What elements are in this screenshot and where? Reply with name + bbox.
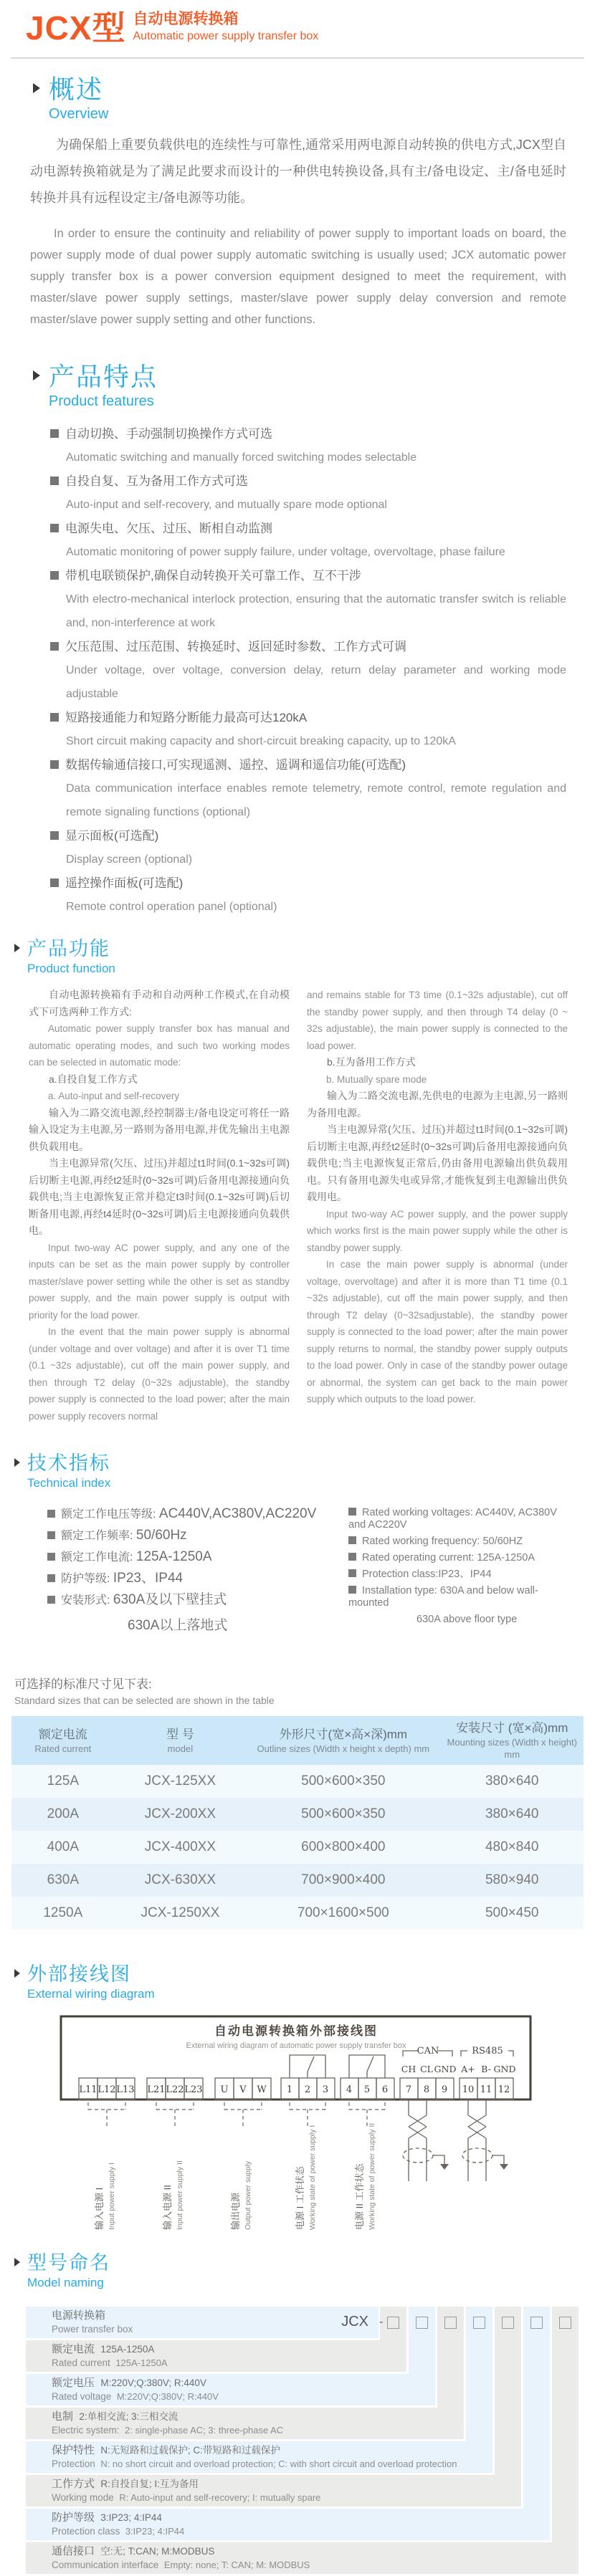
function-paragraph: Automatic power supply transfer box has manual and automatic operating modes, and such two working modes can be selected in automatic mode: xyxy=(29,1023,290,1068)
function-left-column xyxy=(29,987,290,1425)
diagram-title-en: External wiring diagram of automatic power supply transfer box xyxy=(186,2041,406,2050)
svg-text:L11: L11 xyxy=(79,2084,97,2095)
table-row: 1250A JCX-1250XX 700×1600×500 500×450 xyxy=(11,1897,584,1930)
table-row: 400A JCX-400XX 600×800×400 480×840 xyxy=(11,1831,584,1864)
svg-text:7: 7 xyxy=(405,2084,412,2095)
function-title-cn: 产品功能 xyxy=(27,938,110,959)
svg-text:输出电源: 输出电源 xyxy=(230,2192,241,2230)
wiring-diagram xyxy=(60,2015,533,2239)
function-paragraph: a. Auto-input and self-recovery xyxy=(48,1091,180,1101)
svg-text:12: 12 xyxy=(498,2084,510,2095)
technical-title-cn: 技术指标 xyxy=(27,1452,110,1474)
naming-row-rated-current: 额定电流 125A-1250A Rated current 125A-1250A xyxy=(26,2340,406,2372)
square-bullet-icon xyxy=(348,1569,356,1577)
section-sizes xyxy=(0,1674,595,1930)
function-heading xyxy=(0,939,595,977)
features-heading xyxy=(0,363,595,411)
feature-item-cn: 显示面板(可选配) xyxy=(50,824,566,848)
code-strip-1: - xyxy=(380,2307,406,2340)
overview-title-cn: 概述 xyxy=(49,75,104,104)
svg-text:Working state of power supply: Working state of power supply II xyxy=(368,2122,376,2230)
naming-row-product: 电源转换箱 Power transfer box JCX xyxy=(26,2307,379,2338)
svg-text:6: 6 xyxy=(381,2084,389,2095)
triangle-bullet-icon xyxy=(14,1458,20,1467)
code-strip-5 xyxy=(495,2307,521,2475)
naming-row-communication: 通信接口 空:无; T:CAN; M:MODBUS Communication interface Empty: none; T: CAN; M: MODBUS xyxy=(26,2542,579,2574)
feature-item-cn: 数据传输通信接口,可实现遥测、遥控、遥调和遥信功能(可选配) xyxy=(50,753,566,777)
square-bullet-icon xyxy=(47,1510,55,1518)
square-bullet-icon xyxy=(47,1553,55,1561)
table-row: 125A JCX-125XX 500×600×350 380×640 xyxy=(11,1765,584,1798)
technical-item: 额定工作频率: 50/60Hz xyxy=(47,1528,348,1543)
technical-columns xyxy=(47,1507,573,1634)
section-overview xyxy=(0,76,595,330)
feature-item-en: Data communication interface enables remote telemetry, remote control, remote regulation and remote signaling functions (optional) xyxy=(66,782,566,818)
square-bullet-icon xyxy=(348,1586,356,1594)
sizes-table xyxy=(11,1716,584,1930)
square-bullet-icon xyxy=(50,429,59,438)
technical-item-en: Rated working voltages: AC440V, AC380V and AC220V xyxy=(348,1507,557,1531)
feature-item-cn: 欠压范围、过压范围、转换延时、返回延时参数、工作方式可调 xyxy=(50,635,566,659)
naming-title-en: Model naming xyxy=(27,2276,104,2289)
function-paragraph: 自动电源转换箱有手动和自动两种工作模式,在自动模式下可选两种工作方式: xyxy=(29,989,290,1018)
code-strip-6 xyxy=(523,2307,550,2509)
svg-text:5: 5 xyxy=(363,2084,371,2095)
naming-heading xyxy=(0,2253,595,2291)
svg-text:L21: L21 xyxy=(147,2084,166,2095)
code-strip-2 xyxy=(409,2307,435,2374)
technical-item: 防护等级: IP23、IP44 xyxy=(47,1571,348,1586)
function-paragraph: 输入为二路交流电源,先供电的电源为主电源,另一路则为备用电源。 xyxy=(307,1090,568,1119)
square-bullet-icon xyxy=(47,1596,55,1604)
function-paragraph: In case the main power supply is abnormal (under voltage, overvoltage) and after it is more than T1 time (0.1 ~32s adjustable), cut off the main power supply, and then through T2 delay (0~32sadjustable), the standby power supply is connected to the load power; after the main power supply returns to normal, the standby power supply outputs to the load power. Only in case of the standby power outage or abnormal, the system can get back to the main power supply which outputs to the load power. xyxy=(307,1259,568,1404)
svg-text:U: U xyxy=(220,2084,229,2095)
feature-item-en: Automatic monitoring of power supply failure, under voltage, overvoltage, phase failure xyxy=(66,546,505,558)
svg-text:L23: L23 xyxy=(184,2084,203,2095)
function-paragraph: a.自投自复工作方式 xyxy=(49,1073,138,1085)
feature-item-cn: 自投自复、互为备用工作方式可选 xyxy=(50,469,566,493)
feature-item-cn: 自动切换、手动强制切换操作方式可选 xyxy=(50,422,566,446)
svg-text:Input power supply I: Input power supply I xyxy=(108,2163,116,2230)
can-label: CAN xyxy=(416,2046,439,2057)
model-naming-diagram xyxy=(26,2307,581,2576)
function-paragraph: b.互为备用工作方式 xyxy=(327,1056,416,1068)
svg-text:4: 4 xyxy=(346,2084,353,2095)
feature-item-cn: 遥控操作面板(可选配) xyxy=(50,871,566,895)
naming-row-protection-class: 防护等级 3:IP23; 4:IP44 Protection class 3:IP23; 4:IP44 xyxy=(26,2509,550,2540)
code-box xyxy=(444,2317,457,2329)
overview-paragraph-cn: 为确保船上重要负载供电的连续性与可靠性,通常采用两电源自动转换的供电方式,JCX型自动电源转换箱就是为了满足此要求而设计的一种供电转换设备,具有主/备电设定、主/备电延时转换并具有远程设定主/备电源等功能。 xyxy=(30,138,566,205)
svg-text:Working state of power supply: Working state of power supply I xyxy=(308,2125,317,2230)
function-paragraph: Input two-way AC power supply, and any one of the inputs can be set as the main power supply by controller master/slave power setting while the other is set as standby power supply, and the main power supply is output with priority for the load power. xyxy=(29,1242,290,1321)
feature-item-en: Automatic switching and manually forced switching modes selectable xyxy=(66,451,417,464)
svg-text:CH: CH xyxy=(401,2064,416,2074)
technical-item-en: Installation type: 630A and below wall-mounted xyxy=(348,1585,538,1609)
svg-text:10: 10 xyxy=(462,2084,475,2095)
function-paragraph: and remains stable for T3 time (0.1~32s adjustable), cut off the standby power supply, and then through T4 delay (0 ~ 32s adjustable), the main power supply is connected to the load power. xyxy=(307,990,568,1051)
code-box xyxy=(473,2317,485,2329)
triangle-bullet-icon xyxy=(14,944,20,952)
svg-text:GND: GND xyxy=(434,2064,457,2074)
svg-text:V: V xyxy=(239,2084,247,2095)
svg-text:L12: L12 xyxy=(97,2084,116,2095)
svg-text:B-: B- xyxy=(481,2064,491,2074)
features-title-cn: 产品特点 xyxy=(49,362,158,391)
technical-right-column xyxy=(348,1507,573,1634)
svg-text:电源 II 工作状态: 电源 II 工作状态 xyxy=(354,2163,365,2230)
function-columns xyxy=(29,987,568,1425)
svg-text:2: 2 xyxy=(304,2084,311,2095)
wiring-heading xyxy=(0,1964,595,2002)
technical-item-en: Rated operating current: 125A-1250A xyxy=(348,1552,573,1564)
technical-item: 安装形式: 630A及以下壁挂式 xyxy=(47,1593,348,1608)
svg-text:GND: GND xyxy=(493,2064,516,2074)
square-bullet-icon xyxy=(348,1553,356,1561)
square-bullet-icon xyxy=(50,831,59,840)
svg-text:8: 8 xyxy=(423,2084,430,2095)
section-features xyxy=(0,363,595,919)
code-box xyxy=(502,2317,514,2329)
col-header-rated-current: 额定电流 Rated current xyxy=(11,1716,115,1765)
model-prefix: JCX xyxy=(341,2314,368,2330)
wiring-title-cn: 外部接线图 xyxy=(27,1963,131,1985)
sizes-table-header-row xyxy=(11,1716,584,1765)
feature-item-en: Remote control operation panel (optional) xyxy=(66,901,277,913)
square-bullet-icon xyxy=(47,1574,55,1582)
code-box xyxy=(530,2317,543,2329)
svg-text:输入电源 II: 输入电源 II xyxy=(162,2185,173,2230)
function-paragraph: In the event that the main power supply is abnormal (under voltage and over voltage) and after it is over T1 time (0.1 ~32s adjustable), cut off the main power supply, and then through T2 delay (0~32s adjustable), the standby power supply is connected to the load power; after the main power supply recovers normal xyxy=(29,1326,290,1422)
function-right-column xyxy=(307,987,568,1425)
square-bullet-icon xyxy=(348,1508,356,1516)
feature-item-en: Display screen (optional) xyxy=(66,853,193,866)
svg-text:Output power supply: Output power supply xyxy=(244,2160,252,2230)
section-technical xyxy=(0,1453,595,1634)
code-box xyxy=(559,2317,571,2329)
code-box xyxy=(387,2317,399,2329)
square-bullet-icon xyxy=(50,477,59,485)
svg-text:CL: CL xyxy=(420,2064,433,2074)
naming-title-cn: 型号命名 xyxy=(27,2252,110,2274)
wiring-title-en: External wiring diagram xyxy=(27,1987,155,2001)
technical-item-en: Protection class:IP23、IP44 xyxy=(348,1569,573,1581)
header-divider xyxy=(11,57,584,59)
code-box xyxy=(416,2317,428,2329)
feature-item-en: Under voltage, over voltage, conversion delay, return delay parameter and working mode adjustable xyxy=(66,664,566,700)
technical-heading xyxy=(0,1453,595,1491)
feature-item-en: Short circuit making capacity and short-circuit breaking capacity, up to 120kA xyxy=(66,735,456,747)
function-title-en: Product function xyxy=(27,962,115,975)
table-row: 630A JCX-630XX 700×900×400 580×940 xyxy=(11,1864,584,1897)
svg-text:A+: A+ xyxy=(461,2064,475,2074)
feature-item-cn: 短路接通能力和短路分断能力最高可达120kA xyxy=(50,706,566,729)
feature-item-en: With electro-mechanical interlock protection, ensuring that the automatic transfer switch is reliable and, non-interference at work xyxy=(66,593,566,629)
square-bullet-icon xyxy=(50,571,59,580)
sizes-note-cn: 可选择的标准尺寸见下表: xyxy=(14,1677,152,1691)
svg-text:11: 11 xyxy=(480,2084,492,2095)
function-paragraph: b. Mutually spare mode xyxy=(326,1073,427,1085)
page-header xyxy=(0,0,595,46)
triangle-bullet-icon xyxy=(33,83,40,93)
svg-text:电源 I 工作状态: 电源 I 工作状态 xyxy=(295,2166,305,2230)
features-list xyxy=(50,422,566,919)
svg-text:1: 1 xyxy=(286,2084,293,2095)
svg-text:L22: L22 xyxy=(166,2084,184,2095)
diagram-title-cn: 自动电源转换箱外部接线图 xyxy=(214,2024,378,2039)
function-paragraph: 输入为二路交流电源,经控制器主/备电设定可将任一路输入设定为主电源,另一路则为备用电源,并优先输出主电源供负载用电。 xyxy=(29,1106,290,1152)
function-paragraph: Input two-way AC power supply, and the power supply which works first is the main power supply while the other is standby power supply. xyxy=(307,1208,568,1253)
features-title-en: Product features xyxy=(49,393,154,409)
square-bullet-icon xyxy=(50,642,59,651)
table-row: 200A JCX-200XX 500×600×350 380×640 xyxy=(11,1798,584,1831)
feature-item-cn: 电源失电、欠压、过压、断相自动监测 xyxy=(50,517,566,540)
technical-title-en: Technical index xyxy=(27,1476,111,1490)
square-bullet-icon xyxy=(50,878,59,887)
code-strip-3 xyxy=(437,2307,464,2408)
section-wiring xyxy=(0,1964,595,2239)
technical-left-column xyxy=(47,1507,348,1634)
function-paragraph: 当主电源异常(欠压、过压)并超过t1时间(0.1~32s可调)后切断主电源,再经t2延时(0~32s可调)后备用电源接通向负载供电;当主电源恢复正常后,仍由备用电源输出供负载用电。只有备用电源失电或异常,才能恢复到主电源输出供负载用电。 xyxy=(307,1124,568,1202)
product-title-cn: 自动电源转换箱 xyxy=(133,11,239,27)
code-strip-7 xyxy=(552,2307,579,2542)
svg-text:输入电源 I: 输入电源 I xyxy=(94,2187,105,2230)
svg-text:3: 3 xyxy=(322,2084,329,2095)
technical-item: 额定工作电流: 125A-1250A xyxy=(47,1550,348,1565)
technical-item-en-line2: 630A above floor type xyxy=(416,1614,518,1625)
triangle-bullet-icon xyxy=(14,2258,20,2266)
svg-text:L13: L13 xyxy=(116,2084,135,2095)
product-title-en: Automatic power supply transfer box xyxy=(133,30,319,42)
brand-model: JCX型 xyxy=(26,9,126,47)
svg-text:Input power supply II: Input power supply II xyxy=(176,2160,184,2230)
square-bullet-icon xyxy=(50,760,59,769)
col-header-mounting-sizes: 安装尺寸 (宽×高)mm Mounting sizes (Width x height) mm xyxy=(440,1716,584,1765)
technical-item-en: Rated working frequency: 50/60HZ xyxy=(348,1536,573,1548)
brand-titles xyxy=(133,10,318,44)
section-naming xyxy=(0,2253,595,2576)
code-strip-4 xyxy=(466,2307,492,2441)
technical-item-line2: 630A以上落地式 xyxy=(128,1618,228,1633)
naming-row-protection: 保护特性 N:无短路和过载保护; C:带短路和过载保护 Protection N: no short circuit and overload protection; C: with short circuit and overload protection xyxy=(26,2441,492,2473)
square-bullet-icon xyxy=(47,1531,55,1539)
overview-paragraph-en: In order to ensure the continuity and reliability of power supply to important loads on board, the power supply mode of dual power supply automatic switching is usually used; JCX automatic power supply transfer box is a power conversion equipment designed to meet the requirement, with master/slave power supply settings, master/slave power supply delay conversion and remote master/slave power supply setting and other functions. xyxy=(30,227,566,326)
col-header-outline-sizes: 外形尺寸(宽×高×深)mm Outline sizes (Width x height x depth) mm xyxy=(246,1716,440,1765)
square-bullet-icon xyxy=(50,713,59,722)
triangle-bullet-icon xyxy=(14,1969,20,1978)
naming-row-rated-voltage: 额定电压 M:220V;Q:380V; R:440V Rated voltage M:220V;Q:380V; R:440V xyxy=(26,2374,435,2405)
overview-heading xyxy=(0,76,595,123)
technical-item: 额定工作电压等级: AC440V,AC380V,AC220V xyxy=(47,1507,348,1522)
rs485-label: RS485 xyxy=(472,2046,503,2057)
square-bullet-icon xyxy=(50,524,59,532)
square-bullet-icon xyxy=(348,1536,356,1544)
naming-row-working-mode: 工作方式 R:自投自复; I:互为备用 Working mode R: Auto-input and self-recovery; I: mutually spare xyxy=(26,2475,521,2506)
naming-row-electric-system: 电制 2:单相交流; 3:三相交流 Electric system: 2: single-phase AC; 3: three-phase AC xyxy=(26,2408,464,2439)
feature-item-cn: 带机电联锁保护,确保自动转换开关可靠工作、互不干涉 xyxy=(50,564,566,588)
feature-item-en: Auto-input and self-recovery, and mutually spare mode optional xyxy=(66,499,387,511)
svg-text:9: 9 xyxy=(441,2084,448,2095)
function-paragraph: 当主电源异常(欠压、过压)并超过t1时间(0.1~32s可调)后切断主电源,再经t2延时(0~32s可调)后备用电源接通向负载供电;当主电源恢复正常并稳定t3时间(0.1~32s可调)后切断备用电源,再经t4延时(0~32s可调)后主电源接通向负载供电。 xyxy=(29,1157,290,1236)
section-function xyxy=(0,939,595,1425)
svg-text:W: W xyxy=(257,2084,267,2095)
overview-title-en: Overview xyxy=(49,106,109,122)
triangle-bullet-icon xyxy=(33,370,40,380)
sizes-note-en: Standard sizes that can be selected are shown in the table xyxy=(14,1695,275,1706)
col-header-model: 型 号 model xyxy=(115,1716,247,1765)
